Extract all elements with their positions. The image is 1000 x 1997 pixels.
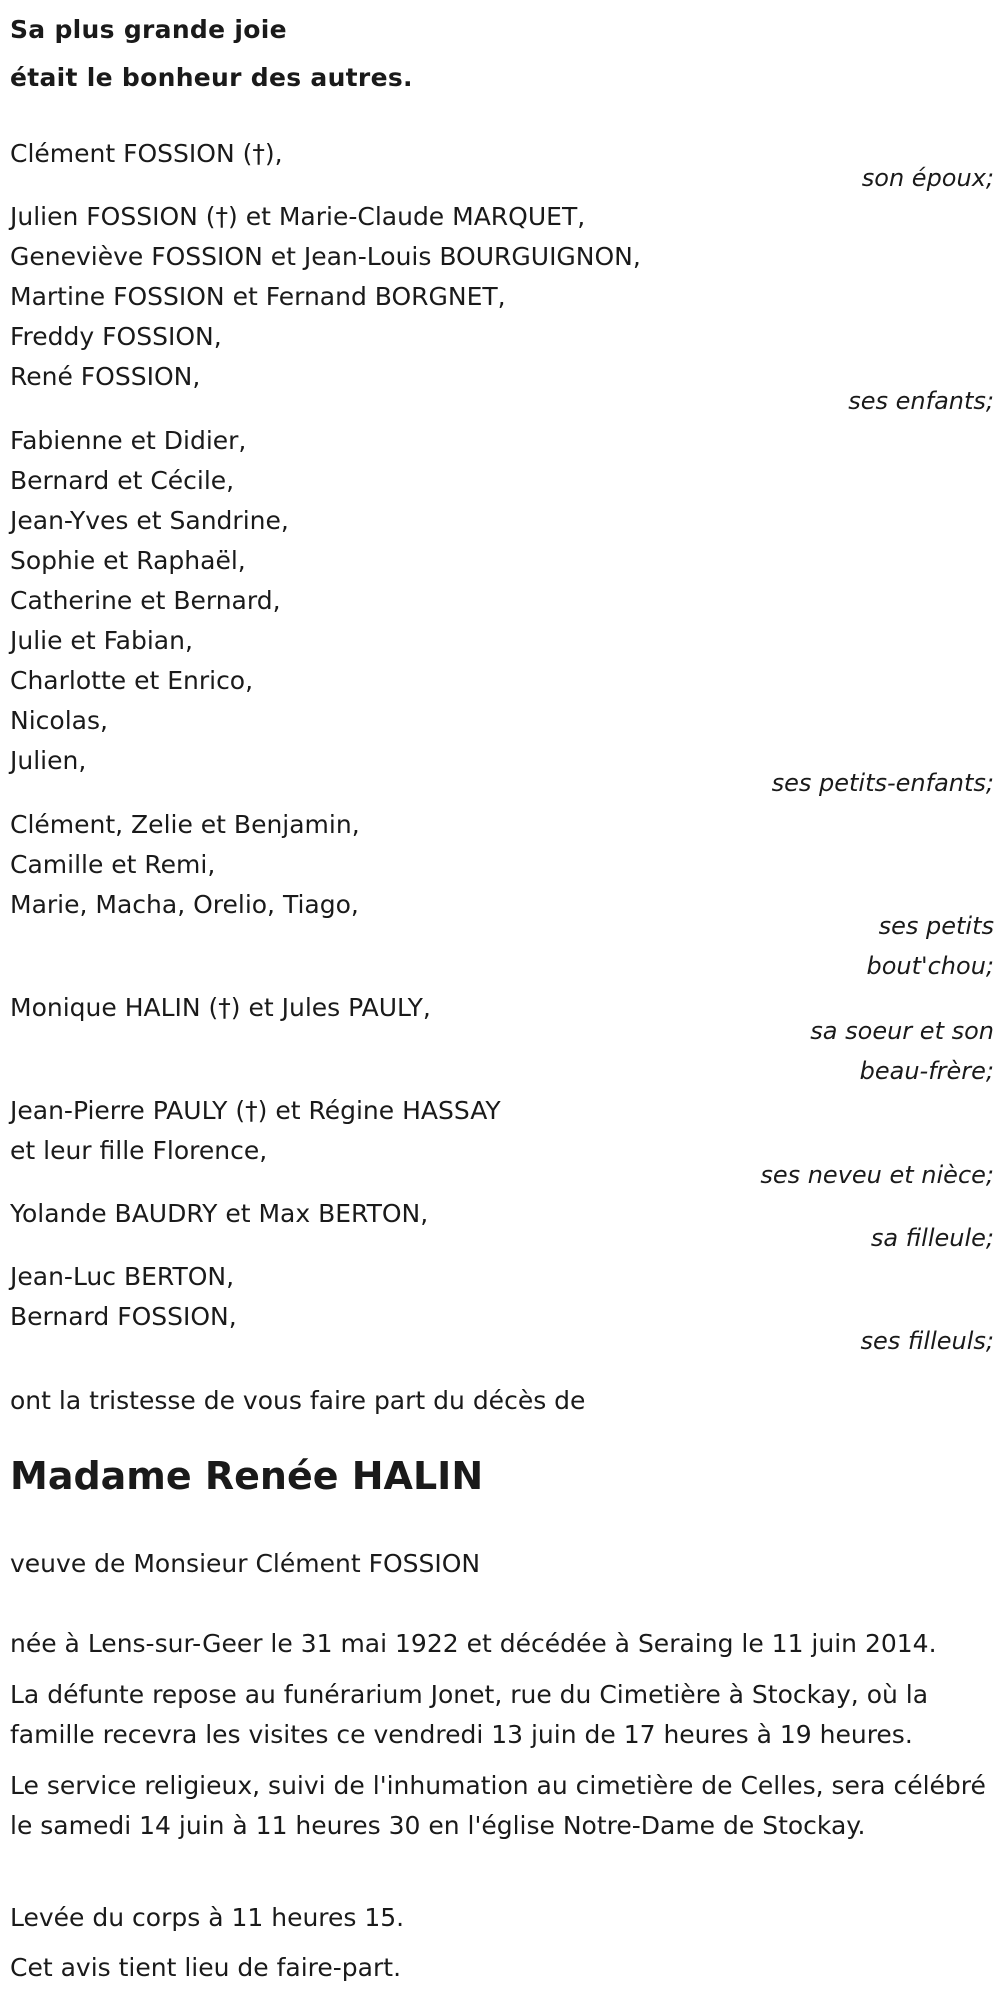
relation-role: [772, 763, 994, 803]
family-line: René FOSSION,: [10, 362, 201, 391]
relation-role: [810, 1011, 994, 1091]
opening-quote: [10, 6, 413, 102]
relation-role: [871, 1218, 994, 1258]
family-group: [10, 421, 994, 797]
family-line: Camille et Remi,: [10, 850, 216, 879]
family-line: Marie, Macha, Orelio, Tiago,: [10, 890, 359, 919]
family-line: Nicolas,: [10, 706, 108, 735]
family-line: Sophie et Raphaël,: [10, 546, 246, 575]
role-line: sa filleule;: [870, 1224, 994, 1252]
family-line: Catherine et Bernard,: [10, 586, 281, 615]
family-line: Charlotte et Enrico,: [10, 666, 254, 695]
family-line: et leur fille Florence,: [10, 1136, 268, 1165]
quote-line: était le bonheur des autres.: [10, 63, 413, 92]
role-line: ses petits-enfants;: [771, 769, 994, 797]
family-line: Jean-Pierre PAULY (†) et Régine HASSAY: [10, 1096, 501, 1125]
family-group: [10, 134, 994, 192]
family-line: Fabienne et Didier,: [10, 426, 247, 455]
quote-line: Sa plus grande joie: [10, 15, 287, 44]
family-line: Freddy FOSSION,: [10, 322, 222, 351]
family-line: Geneviève FOSSION et Jean-Louis BOURGUIGNON,: [10, 242, 641, 271]
family-group: [10, 197, 994, 415]
relation-role: [861, 1321, 994, 1361]
family-line: Martine FOSSION et Fernand BORGNET,: [10, 282, 506, 311]
family-line: Jean-Yves et Sandrine,: [10, 506, 289, 535]
family-line: Julie et Fabian,: [10, 626, 193, 655]
role-line: son époux;: [861, 164, 994, 192]
relation-role: [862, 158, 994, 198]
family-line: Julien,: [10, 746, 87, 775]
family-line: Bernard et Cécile,: [10, 466, 235, 495]
funeral-service-details: Le service religieux, suivi de l'inhumation au cimetière de Celles, sera célébré le samedi 14 juin à 11 heures 30 en l'église Notre-Dame de Stockay.: [10, 1771, 986, 1840]
relation-role: [866, 906, 994, 986]
role-line: sa soeur et son: [810, 1017, 994, 1045]
family-line: Yolande BAUDRY et Max BERTON,: [10, 1199, 429, 1228]
role-line: ses enfants;: [848, 387, 994, 415]
relation-role: [760, 1155, 994, 1195]
visitation-details: La défunte repose au funérarium Jonet, rue du Cimetière à Stockay, où la famille recevra les visites ce vendredi 13 juin de 17 heures à 19 heures.: [10, 1680, 929, 1749]
role-line: beau-frère;: [859, 1057, 994, 1085]
announcement-text: ont la tristesse de vous faire part du décès de: [10, 1386, 586, 1415]
role-line: ses neveu et nièce;: [760, 1161, 994, 1189]
family-group: [10, 1091, 994, 1189]
family-line: Julien FOSSION (†) et Marie-Claude MARQUET,: [10, 202, 586, 231]
family-group: [10, 805, 994, 980]
deceased-name: Madame Renée HALIN: [10, 1454, 484, 1498]
family-line: Bernard FOSSION,: [10, 1302, 237, 1331]
procession-time: Levée du corps à 11 heures 15.: [10, 1903, 405, 1932]
family-group: [10, 988, 994, 1085]
role-line: ses petits: [878, 912, 994, 940]
family-group: [10, 1194, 994, 1252]
relation-role: [848, 381, 994, 421]
family-line: Clément, Zelie et Benjamin,: [10, 810, 360, 839]
family-line: Monique HALIN (†) et Jules PAULY,: [10, 993, 431, 1022]
widow-of-text: veuve de Monsieur Clément FOSSION: [10, 1549, 481, 1578]
notice-statement: Cet avis tient lieu de faire-part.: [10, 1953, 402, 1982]
birth-death-details: née à Lens-sur-Geer le 31 mai 1922 et décédée à Seraing le 11 juin 2014.: [10, 1629, 937, 1658]
role-line: bout'chou;: [866, 952, 994, 980]
family-group: [10, 1257, 994, 1355]
family-line: Clément FOSSION (†),: [10, 139, 283, 168]
role-line: ses filleuls;: [860, 1327, 994, 1355]
family-line: Jean-Luc BERTON,: [10, 1262, 235, 1291]
